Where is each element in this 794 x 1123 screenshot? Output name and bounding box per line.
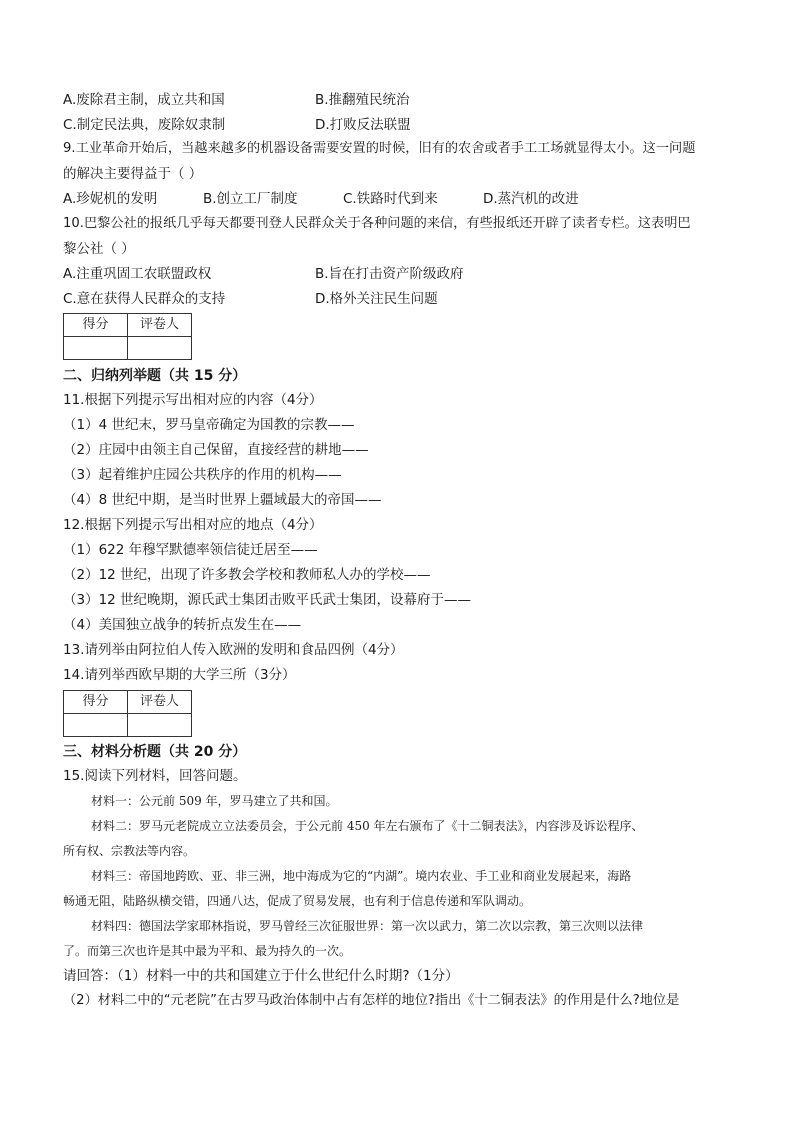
q12-item-2: （2）12 世纪，出现了许多教会学校和教师私人办的学校—— <box>63 567 431 583</box>
q10-option-c: C.意在获得人民群众的支持 <box>63 291 226 307</box>
q11-item-1: （1）4 世纪末，罗马皇帝确定为国教的宗教—— <box>63 417 355 433</box>
q10-option-d: D.格外关注民生问题 <box>315 291 438 307</box>
q8-option-c: C.制定民法典，废除奴隶制 <box>63 117 226 133</box>
material-1: 材料一：公元前 509 年，罗马建立了共和国。 <box>91 794 338 808</box>
q11-stem: 11.根据下列提示写出相对应的内容（4分） <box>63 392 323 408</box>
q15-stem: 15.阅读下列材料，回答问题。 <box>63 768 247 784</box>
q12-item-4: （4）美国独立战争的转折点发生在—— <box>63 617 302 633</box>
q12-stem: 12.根据下列提示写出相对应的地点（4分） <box>63 517 323 533</box>
material-4-line1: 材料四：德国法学家耶林指说，罗马曾经三次征服世界：第一次以武力，第二次以宗教，第三次则以法律 <box>91 919 644 933</box>
q12-item-3: （3）12 世纪晚期，源氏武士集团击败平氏武士集团，设幕府于—— <box>63 592 472 608</box>
material-2-line2: 所有权、宗教法等内容。 <box>63 844 196 858</box>
q8-option-a: A.废除君主制，成立共和国 <box>63 92 225 108</box>
q14-stem: 14.请列举西欧早期的大学三所（3分） <box>63 667 296 683</box>
material-3-line1: 材料三：帝国地跨欧、亚、非三洲，地中海成为它的“内湖”。境内农业、手工业和商业发展起来，海路 <box>91 869 632 883</box>
q9-option-a: A.珍妮机的发明 <box>63 191 158 207</box>
q9-stem-line2: 的解决主要得益于（ ） <box>63 166 203 182</box>
q12-item-1: （1）622 年穆罕默德率领信徒迁居至—— <box>63 542 318 558</box>
material-3-line2: 畅通无阻，陆路纵横交错，四通八达，促成了贸易发展，也有利于信息传递和军队调动。 <box>63 894 532 908</box>
score-header: 得分 <box>64 314 128 337</box>
q9-option-d: D.蒸汽机的改进 <box>483 191 579 207</box>
grader-header: 评卷人 <box>128 314 192 337</box>
q10-stem-line2: 黎公社（ ） <box>63 241 135 257</box>
q10-option-a: A.注重巩固工农联盟政权 <box>63 266 212 282</box>
q13-stem: 13.请列举由阿拉伯人传入欧洲的发明和食品四例（4分） <box>63 642 404 658</box>
q9-option-c: C.铁路时代到来 <box>343 191 438 207</box>
q9-option-b: B.创立工厂制度 <box>203 191 298 207</box>
score-cell[interactable] <box>64 337 128 360</box>
grader-cell[interactable] <box>128 714 192 737</box>
q8-option-d: D.打败反法联盟 <box>315 117 411 133</box>
score-table-2 <box>63 690 192 737</box>
score-header: 得分 <box>64 691 128 714</box>
section3-title: 三、材料分析题（共 20 分） <box>63 744 247 760</box>
q11-item-2: （2）庄园中由领主自己保留，直接经营的耕地—— <box>63 442 369 458</box>
q10-stem-line1: 10.巴黎公社的报纸几乎每天都要刊登人民群众关于各种问题的来信，有些报纸还开辟了读者专栏。这表明巴 <box>63 216 691 231</box>
q11-item-3: （3）起着维护庄园公共秩序的作用的机构—— <box>63 467 342 483</box>
score-table-1 <box>63 313 192 360</box>
grader-header: 评卷人 <box>128 691 192 714</box>
material-4-line2: 了。而第三次也许是其中最为平和、最为持久的一次。 <box>63 944 352 958</box>
score-cell[interactable] <box>64 714 128 737</box>
material-2-line1: 材料二：罗马元老院成立立法委员会，于公元前 450 年左右颁布了《十二铜表法》，内容涉及诉讼程序、 <box>91 819 644 833</box>
q8-option-b: B.推翻殖民统治 <box>315 92 410 108</box>
grader-cell[interactable] <box>128 337 192 360</box>
q15-ask-2: （2）材料二中的“元老院”在古罗马政治体制中占有怎样的地位?指出《十二铜表法》的作用是什么?地位是 <box>63 993 680 1008</box>
q9-stem-line1: 9.工业革命开始后，当越来越多的机器设备需要安置的时候，旧有的农舍或者手工工场就显得太小。这一问题 <box>63 141 696 156</box>
q15-ask-1: 请回答：（1）材料一中的共和国建立于什么世纪什么时期?（1分） <box>63 968 459 984</box>
q11-item-4: （4）8 世纪中期，是当时世界上疆域最大的帝国—— <box>63 492 382 508</box>
q10-option-b: B.旨在打击资产阶级政府 <box>315 266 464 282</box>
section2-title: 二、归纳列举题（共 15 分） <box>63 368 247 384</box>
